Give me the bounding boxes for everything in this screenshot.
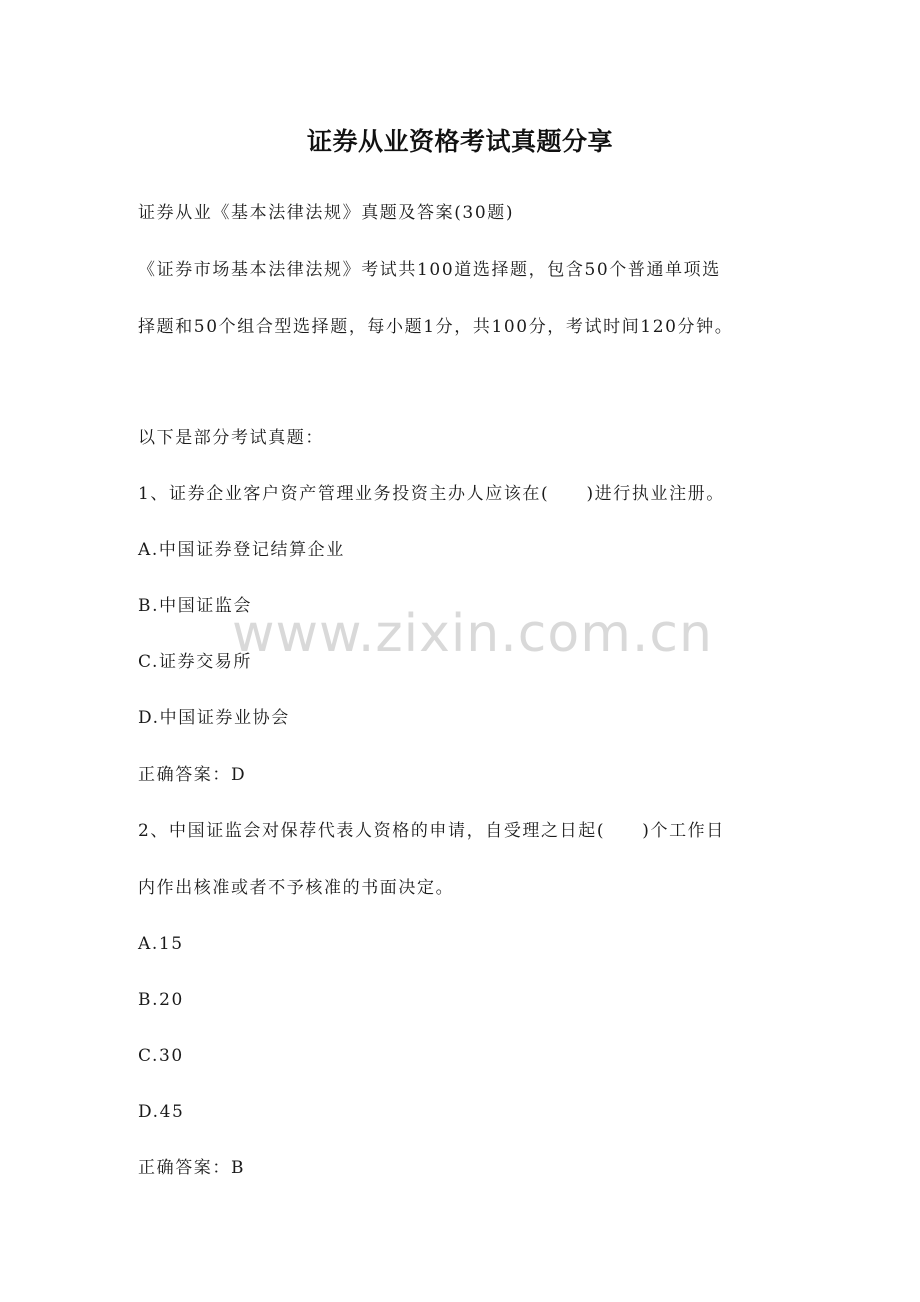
question-1-option-b: B.中国证监会 [138, 596, 253, 616]
question-1-option-a: A.中国证券登记结算企业 [138, 540, 345, 560]
question-2-stem-line-1: 2、中国证监会对保荐代表人资格的申请，自受理之日起( )个工作日 [138, 821, 725, 841]
question-1-option-c: C.证券交易所 [138, 652, 253, 672]
watermark: www.zixin.com.cn [232, 604, 713, 664]
question-1-answer: 正确答案：D [138, 765, 247, 785]
question-2-option-c: C.30 [138, 1046, 184, 1066]
intro-line-2: 择题和50个组合型选择题，每小题1分，共100分，考试时间120分钟。 [138, 317, 734, 337]
question-2-answer: 正确答案：B [138, 1158, 246, 1178]
intro-line-1: 《证券市场基本法律法规》考试共100道选择题，包含50个普通单项选 [138, 260, 721, 280]
question-2-stem-line-2: 内作出核准或者不予核准的书面决定。 [138, 878, 455, 898]
question-2-option-d: D.45 [138, 1102, 185, 1122]
question-2-option-b: B.20 [138, 990, 184, 1010]
section-intro: 以下是部分考试真题： [138, 428, 324, 448]
question-1-option-d: D.中国证券业协会 [138, 708, 290, 728]
question-1-stem: 1、证券企业客户资产管理业务投资主办人应该在( )进行执业注册。 [138, 484, 725, 504]
document-subtitle: 证券从业《基本法律法规》真题及答案(30题) [138, 203, 515, 223]
document-title: 证券从业资格考试真题分享 [306, 127, 613, 156]
question-2-option-a: A.15 [138, 934, 184, 954]
